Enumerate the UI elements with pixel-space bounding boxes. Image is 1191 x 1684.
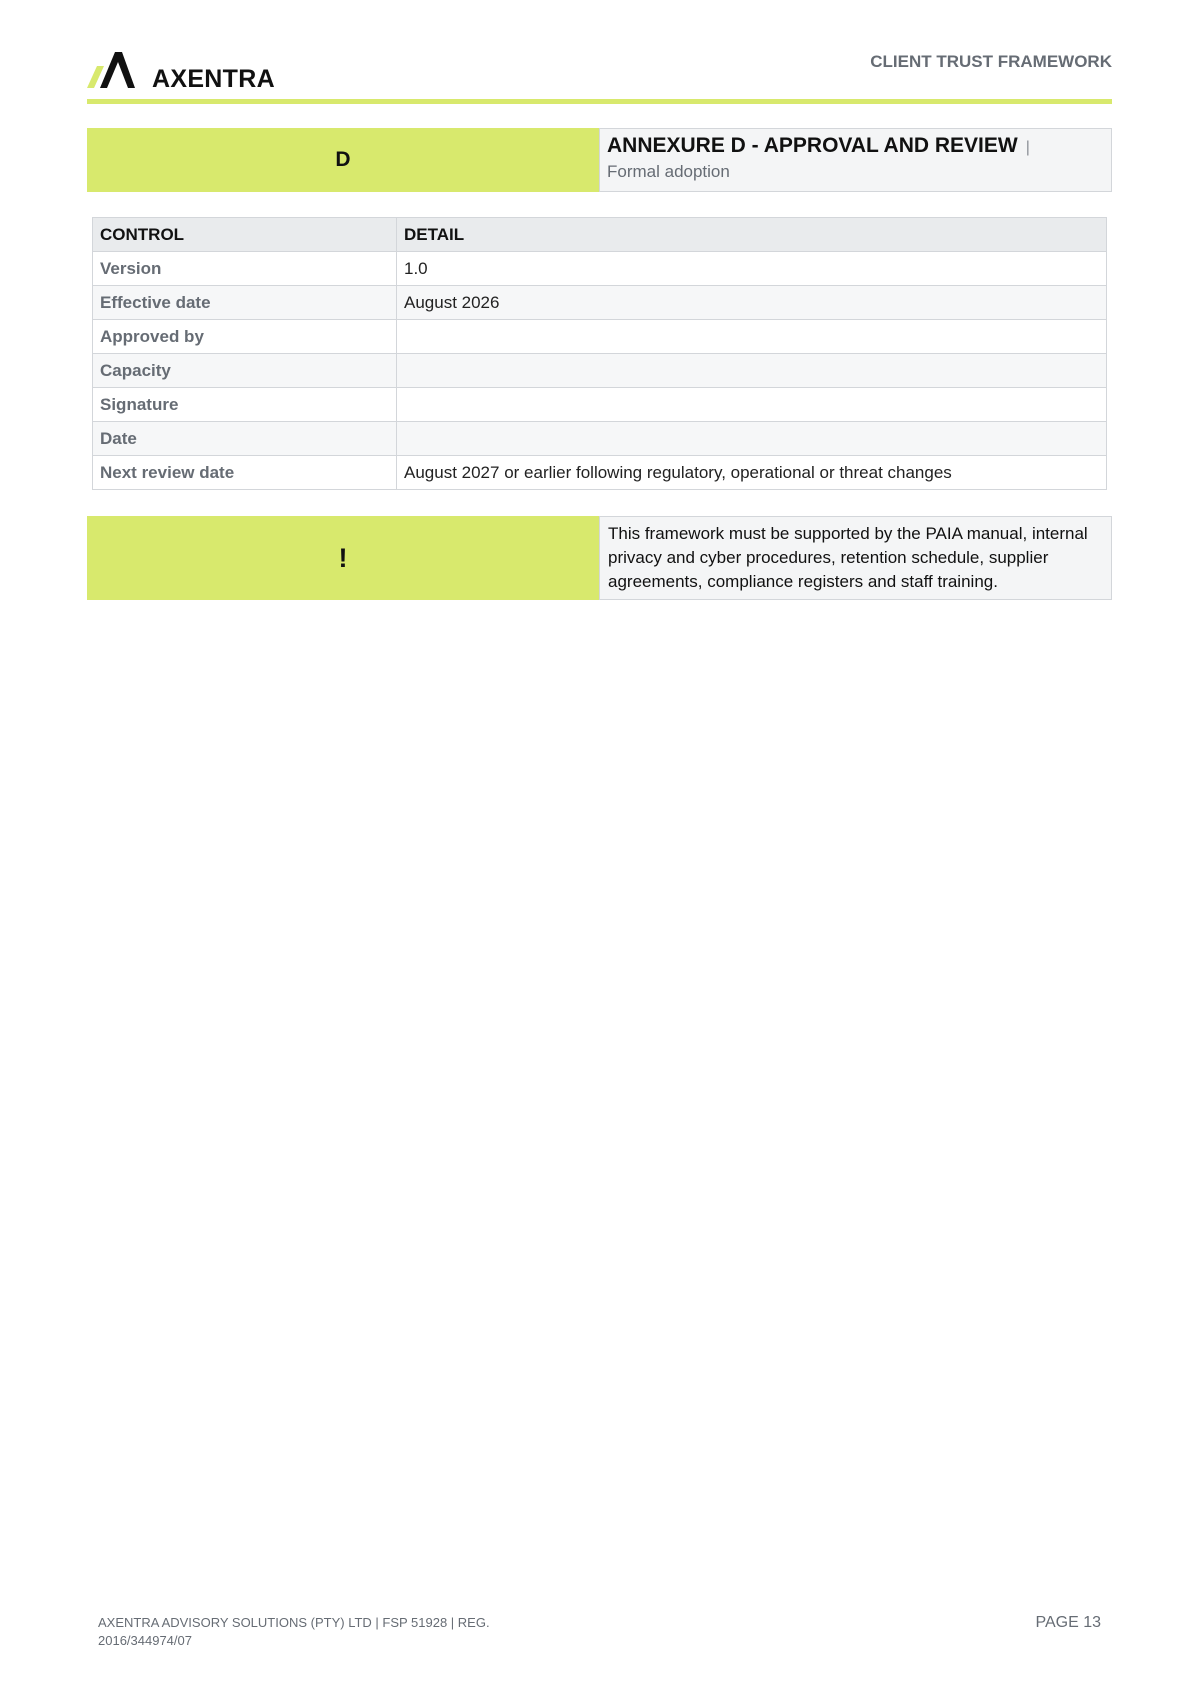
title-separator: | [1025, 139, 1030, 156]
table-row [93, 456, 1107, 490]
annexure-banner [87, 128, 1112, 192]
brand-name: AXENTRA [152, 65, 275, 93]
control-label: Effective date [93, 286, 397, 320]
table-row [93, 388, 1107, 422]
page-header [87, 48, 1112, 104]
column-header-control: CONTROL [93, 218, 397, 252]
notice-icon: ! [87, 516, 599, 600]
notice-banner [87, 516, 1112, 600]
table-header-row [93, 218, 1107, 252]
control-label: Next review date [93, 456, 397, 490]
table-row [93, 320, 1107, 354]
document-title: CLIENT TRUST FRAMEWORK [870, 52, 1112, 71]
control-label: Approved by [93, 320, 397, 354]
control-value [397, 320, 1107, 354]
control-value [397, 388, 1107, 422]
control-value: 1.0 [397, 252, 1107, 286]
annexure-subtitle: Formal adoption [607, 162, 730, 181]
footer-company: AXENTRA ADVISORY SOLUTIONS (PTY) LTD | FSP 51928 | REG. 2016/344974/07 [98, 1615, 490, 1648]
table-row [93, 422, 1107, 456]
page-number: PAGE 13 [1035, 1614, 1101, 1631]
control-label: Capacity [93, 354, 397, 388]
control-table [92, 217, 1107, 490]
table-row [93, 354, 1107, 388]
annexure-heading [599, 128, 1112, 192]
annexure-badge: D [87, 128, 599, 192]
control-value [397, 422, 1107, 456]
column-header-detail: DETAIL [397, 218, 1107, 252]
control-value: August 2027 or earlier following regulatory, operational or threat changes [397, 456, 1107, 490]
control-label: Signature [93, 388, 397, 422]
table-row [93, 252, 1107, 286]
control-label: Date [93, 422, 397, 456]
annexure-title: ANNEXURE D - APPROVAL AND REVIEW [607, 134, 1018, 157]
control-value [397, 354, 1107, 388]
control-value: August 2026 [397, 286, 1107, 320]
table-row [93, 286, 1107, 320]
axentra-logo-icon [87, 50, 139, 90]
control-label: Version [93, 252, 397, 286]
notice-text: This framework must be supported by the PAIA manual, internal privacy and cyber procedures, retention schedule, supplier agreements, compliance registers and staff training. [599, 516, 1112, 600]
